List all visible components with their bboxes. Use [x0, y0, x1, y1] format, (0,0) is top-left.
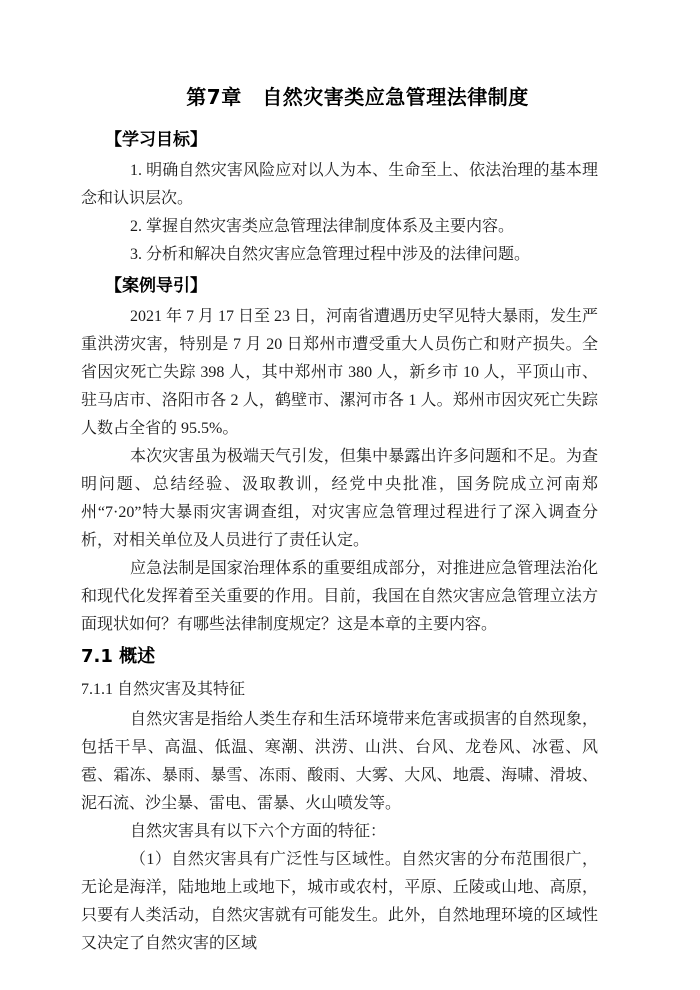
subsection-7-1-1-heading: 7.1.1 自然灾害及其特征: [81, 681, 246, 698]
objective-item-1: 1. 明确自然灾害风险应对以人为本、生命至上、依法治理的基本理念和认识层次。: [81, 162, 598, 207]
section-7-1-heading: 7.1 概述: [81, 646, 156, 667]
chapter-title: 第7章 自然灾害类应急管理法律制度: [186, 85, 529, 109]
overview-paragraph-2: 自然灾害具有以下六个方面的特征：: [130, 823, 387, 840]
learning-objectives-heading: 【学习目标】: [105, 130, 207, 150]
case-paragraph-2: 本次灾害虽为极端天气引发，但集中暴露出许多问题和不足。为查明问题、总结经验、汲取教训，经党中央批准，国务院成立河南郑州“7·20”特大暴雨灾害调查组，对灾害应急管理过程进行了深入调查分析，对相关单位及人员进行了责任认定。: [81, 448, 598, 549]
objective-item-2: 2. 掌握自然灾害类应急管理法律制度体系及主要内容。: [130, 218, 515, 235]
case-guide-heading: 【案例导引】: [105, 276, 207, 296]
case-paragraph-3: 应急法制是国家治理体系的重要组成部分，对推进应急管理法治化和现代化发挥着至关重要的作用。目前，我国在自然灾害应急管理立法方面现状如何？有哪些法律制度规定？这是本章的主要内容。: [81, 560, 598, 633]
overview-paragraph-1: 自然灾害是指给人类生存和生活环境带来危害或损害的自然现象，包括干旱、高温、低温、寒潮、洪涝、山洪、台风、龙卷风、冰雹、风雹、霜冻、暴雨、暴雪、冻雨、酸雨、大雾、大风、地震、海啸、滑坡、泥石流、沙尘暴、雷电、雷暴、火山喷发等。: [81, 711, 598, 812]
case-paragraph-1: 2021 年 7 月 17 日至 23 日，河南省遭遇历史罕见特大暴雨，发生严重洪涝灾害，特别是 7 月 20 日郑州市遭受重大人员伤亡和财产损失。全省因灾死亡失踪 398 人，其中郑州市 380 人，新乡市 10 人，平顶山市、驻马店市、洛阳市各 2 人，鹤壁市、漯河市各 1 人。郑州市因灾死亡失踪人数占全省的 95.5%。: [81, 308, 599, 437]
objective-item-3: 3. 分析和解决自然灾害应急管理过程中涉及的法律问题。: [130, 246, 531, 263]
overview-paragraph-3: （1）自然灾害具有广泛性与区域性。自然灾害的分布范围很广，无论是海洋，陆地地上或地下，城市或农村，平原、丘陵或山地、高原，只要有人类活动，自然灾害就有可能发生。此外，自然地理环境的区域性又决定了自然灾害的区域: [81, 851, 598, 952]
